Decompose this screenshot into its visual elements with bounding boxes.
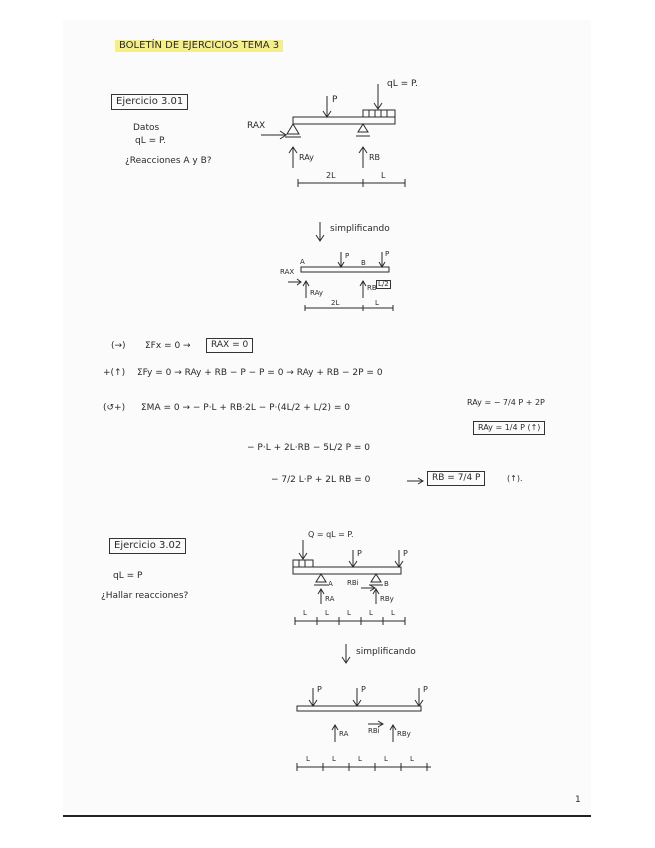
ex2-s-rbi: RBi (368, 727, 380, 735)
eq2-label: +(↑) (103, 368, 126, 378)
exercise-2-heading: Ejercicio 3.02 (109, 538, 186, 554)
ex1-s-a: A (300, 258, 305, 266)
ex1-s-rb: RB (367, 284, 377, 292)
ex2-dim: L (303, 609, 307, 617)
ex1-rb: RB (369, 153, 381, 162)
ex2-s-dim: L (332, 755, 336, 763)
notebook-page (63, 20, 591, 817)
ex2-a: A (328, 580, 333, 588)
ex2-s-rby: RBy (397, 730, 411, 738)
ex1-datos-value: qL = P. (135, 136, 166, 146)
ex2-s-p3: P (423, 685, 428, 694)
ex1-s-p1: P (345, 252, 350, 260)
ex1-s-dim-l: L (375, 299, 379, 307)
exercise-1-heading: Ejercicio 3.01 (111, 94, 188, 110)
ex1-dim-2l: 2L (326, 171, 336, 180)
ex1-s-p2: P (385, 250, 390, 258)
ex2-ra: RA (325, 595, 335, 603)
page-title: BOLETÍN DE EJERCICIOS TEMA 3 (115, 40, 283, 52)
ex2-given: qL = P (113, 571, 143, 581)
ex2-simplified-diagram (63, 20, 591, 790)
ex2-s-p1: P (317, 685, 322, 694)
ex1-dim-l: L (381, 171, 386, 180)
ex1-s-dim-2l: 2L (331, 299, 340, 307)
ex2-rbi: RBi (347, 579, 359, 587)
eq3: ΣMA = 0 → − P·L + RB·2L − P·(4L/2 + L/2) = 0 (141, 403, 350, 413)
ex1-ray: RAy (299, 153, 314, 162)
ex2-dim: L (347, 609, 351, 617)
ex2-rby: RBy (380, 595, 394, 603)
ex2-s-p2: P (361, 685, 366, 694)
ex2-load-q: Q = qL = P. (308, 530, 354, 539)
eq3b: RAy = − 7/4 P + 2P (467, 398, 545, 407)
eq1: ΣFx = 0 → (145, 341, 191, 351)
ex1-s-rax: RAX (280, 268, 295, 276)
ex2-s-ra: RA (339, 730, 349, 738)
ex2-s-dim: L (384, 755, 388, 763)
eq1-result: RAX = 0 (206, 338, 253, 353)
ex1-simplificando: simplificando (330, 224, 390, 234)
ex1-load-q: qL = P. (387, 79, 418, 89)
ex2-s-dim: L (358, 755, 362, 763)
eq2: ΣFy = 0 → RAy + RB − P − P = 0 → RAy + RB − 2P = 0 (137, 368, 383, 378)
ex2-p1: P (357, 549, 362, 558)
ex2-simplificando: simplificando (356, 647, 416, 657)
ex2-dim: L (391, 609, 395, 617)
eq1-label: (→) (111, 341, 126, 351)
ex1-s-ray: RAy (310, 289, 324, 297)
ex2-dim: L (325, 609, 329, 617)
ex1-s-b: B (361, 259, 366, 267)
ex1-s-box: L/2 (378, 280, 389, 288)
ex2-s-dim: L (306, 755, 310, 763)
ex2-b: B (384, 580, 389, 588)
eq5: − 7/2 L·P + 2L RB = 0 (271, 475, 371, 485)
ex2-question: ¿Hallar reacciones? (101, 591, 189, 601)
page-number: 1 (575, 795, 581, 805)
eq5-direction: (↑). (507, 474, 523, 483)
ex1-datos-label: Datos (133, 123, 160, 133)
ex2-s-dim: L (410, 755, 414, 763)
eq3b-boxed: RAy = 1/4 P (↑) (473, 421, 545, 435)
ex1-question: ¿Reacciones A y B? (125, 156, 212, 166)
ex1-load-p: P (332, 95, 338, 105)
ex1-rax: RAX (247, 121, 266, 131)
eq5-result: RB = 7/4 P (427, 471, 485, 486)
eq3-label: (↺+) (103, 403, 126, 413)
eq4: − P·L + 2L·RB − 5L/2 P = 0 (247, 443, 371, 453)
ex2-dim: L (369, 609, 373, 617)
ex2-p2: P (403, 549, 408, 558)
